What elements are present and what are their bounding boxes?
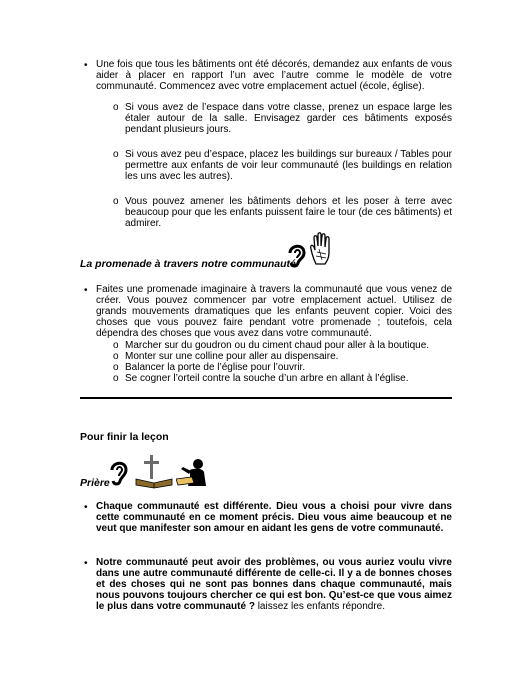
bullet-glyph: • bbox=[84, 502, 88, 513]
sub-bullet-glyph: o bbox=[113, 373, 119, 384]
walk-intro-paragraph: Faites une promenade imaginaire à travers la communauté que vous venez de créer. Vous pouvez commencer par votre emplacement actuel. Utilisez de grands mouvements dramatiques que les enfants peuvent copier. Voici des choses que vous pouvez faire pendant votre promenade ; toutefois, cela dépendra des choses que vous avez dans votre communauté. bbox=[96, 284, 452, 339]
space-large-item: Si vous avez de l’espace dans votre classe, prenez un espace large les étaler autour de la salle. Envisagez garder ces bâtiments exposés pendant plusieurs jours. bbox=[125, 102, 452, 135]
walk-item-tar: Marcher sur du goudron ou du ciment chaud pour aller à la boutique. bbox=[125, 340, 430, 351]
decor-intro-paragraph: Une fois que tous les bâtiments ont été décorés, demandez aux enfants de vous aider à placer en rapport l’un avec l’autre comme le modèle de votre communauté. Commencez avec votre emplacement actuel (école, église). bbox=[96, 59, 452, 92]
sub-bullet-glyph: o bbox=[113, 351, 119, 362]
ear-icon bbox=[108, 458, 130, 488]
bullet-glyph: • bbox=[84, 285, 88, 296]
prayer-paragraph-2-normal: laissez les enfants répondre. bbox=[254, 601, 385, 612]
walk-item-door: Balancer la porte de l’église pour l’ouvrir. bbox=[125, 362, 306, 373]
prayer-paragraph-2 bbox=[96, 557, 452, 612]
sub-bullet-glyph: o bbox=[113, 102, 119, 113]
ear-icon bbox=[286, 241, 308, 269]
sub-bullet-glyph: o bbox=[113, 340, 119, 351]
sub-bullet-glyph: o bbox=[113, 362, 119, 373]
prayer-paragraph-1: Chaque communauté est différente. Dieu vous a choisi pour vivre dans cette communauté en ce moment précis. Dieu vous aime beaucoup et ne veut que manifester son amour en aidant les gens de votre communauté. bbox=[96, 501, 452, 534]
bullet-glyph: • bbox=[84, 60, 88, 71]
sub-bullet-glyph: o bbox=[113, 149, 119, 160]
walk-heading: La promenade à travers notre communauté bbox=[80, 258, 296, 270]
prayer-heading: Prière bbox=[80, 477, 110, 489]
closing-heading: Pour finir la leçon bbox=[80, 431, 169, 443]
praying-child-icon bbox=[176, 458, 208, 488]
space-small-item: Si vous avez peu d’espace, placez les buildings sur bureaux / Tables pour permettre aux enfants de voir leur communauté (les buildings en relation les uns avec les autres). bbox=[125, 149, 452, 182]
cross-bible-icon bbox=[134, 453, 174, 489]
outside-item: Vous pouvez amener les bâtiments dehors et les poser à terre avec beaucoup pour que les enfants puissent faire le tour (de ces bâtiments) et admirer. bbox=[125, 196, 452, 229]
section-divider bbox=[80, 397, 452, 399]
bullet-glyph: • bbox=[84, 558, 88, 569]
hand-icon bbox=[308, 232, 334, 266]
walk-item-hill: Monter sur une colline pour aller au dispensaire. bbox=[125, 351, 339, 362]
walk-item-toe: Se cogner l’orteil contre la souche d’un arbre en allant à l’église. bbox=[125, 373, 409, 384]
prayer-paragraph-2-bold: Notre communauté peut avoir des problèmes, ou vous auriez voulu vivre dans une autre communauté différente de celle-ci. Il y a de bonnes choses et des choses qui ne sont pas bonnes dans chaque communauté, mais nous pouvons toujours chercher ce qui est bon. Qu’est-ce que vous aimez le plus dans votre communauté ? bbox=[96, 557, 452, 612]
sub-bullet-glyph: o bbox=[113, 196, 119, 207]
